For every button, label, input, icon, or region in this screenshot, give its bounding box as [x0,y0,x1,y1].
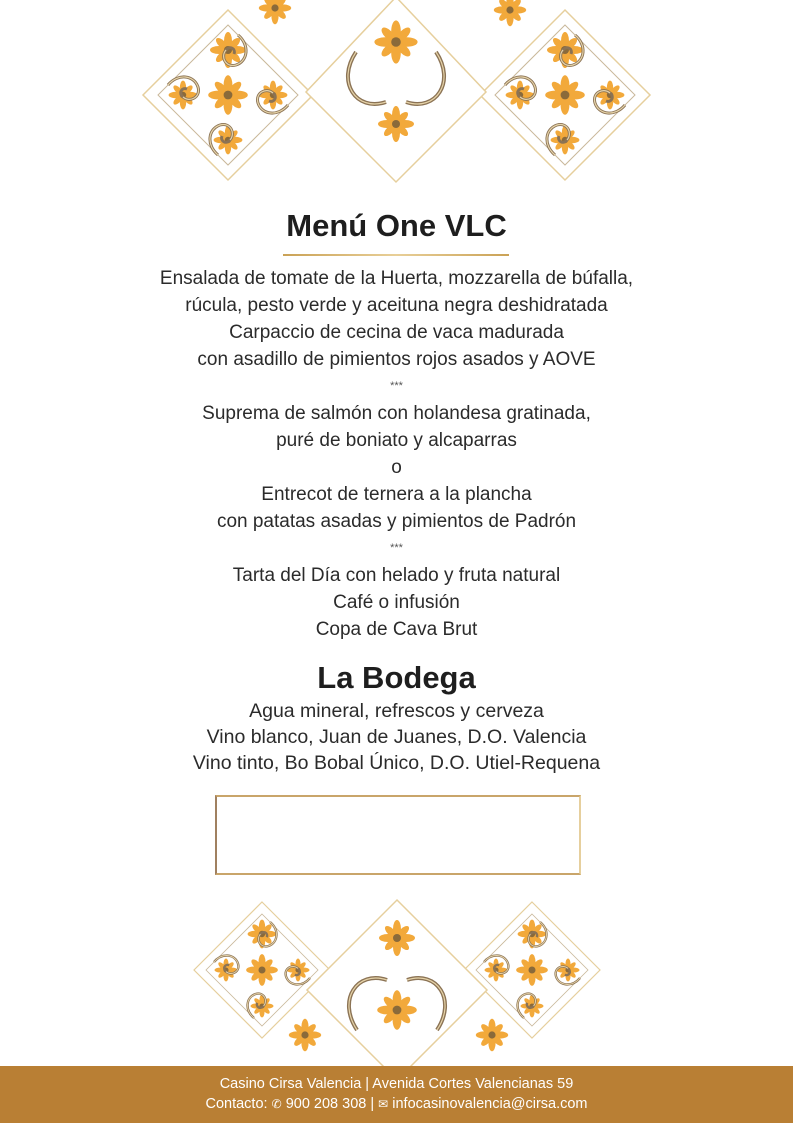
menu-line: Suprema de salmón con holandesa gratinada, [202,403,591,424]
footer [0,1066,793,1123]
menu-line: o [391,457,402,478]
phone-number[interactable]: 900 208 308 [285,1096,367,1112]
title-underline [283,254,509,256]
bodega-line: Vino blanco, Juan de Juanes, D.O. Valencia [206,726,587,748]
bodega-title: La Bodega [317,660,476,695]
top-tile-decoration [0,0,793,185]
menu-line: con asadillo de pimientos rojos asados y AOVE [197,349,596,370]
menu-line: rúcula, pesto verde y aceituna negra deshidratada [185,295,608,316]
menu-line: Café o infusión [333,592,460,613]
menu-line: puré de boniato y alcaparras [276,430,517,451]
menu-line: Tarta del Día con helado y fruta natural [232,565,561,586]
phone-icon: ✆ [271,1097,282,1111]
mail-icon: ✉ [378,1097,389,1111]
footer-separator: | [370,1096,375,1112]
menu-line: Copa de Cava Brut [315,619,478,640]
footer-address: Casino Cirsa Valencia | Avenida Cortes Valencianas 59 [219,1076,574,1092]
menu-title: Menú One VLC [286,208,507,243]
contact-label: Contacto: [205,1096,268,1112]
bodega-list [0,698,793,776]
menu-separator: *** [390,542,403,554]
menu-line: con patatas asadas y pimientos de Padrón [216,511,577,532]
empty-price-box [215,795,581,875]
bottom-tile-decoration [0,895,793,1066]
menu-separator: *** [390,380,403,392]
footer-contact [0,1094,793,1114]
bodega-line: Vino tinto, Bo Bobal Único, D.O. Utiel-Requena [192,752,601,774]
email-link[interactable]: infocasinovalencia@cirsa.com [392,1096,588,1112]
bodega-line: Agua mineral, refrescos y cerveza [249,700,544,722]
menu-line: Carpaccio de cecina de vaca madurada [229,322,564,343]
menu-list [0,265,793,643]
menu-line: Ensalada de tomate de la Huerta, mozzarella de búfalla, [159,268,634,289]
menu-line: Entrecot de ternera a la plancha [261,484,532,505]
